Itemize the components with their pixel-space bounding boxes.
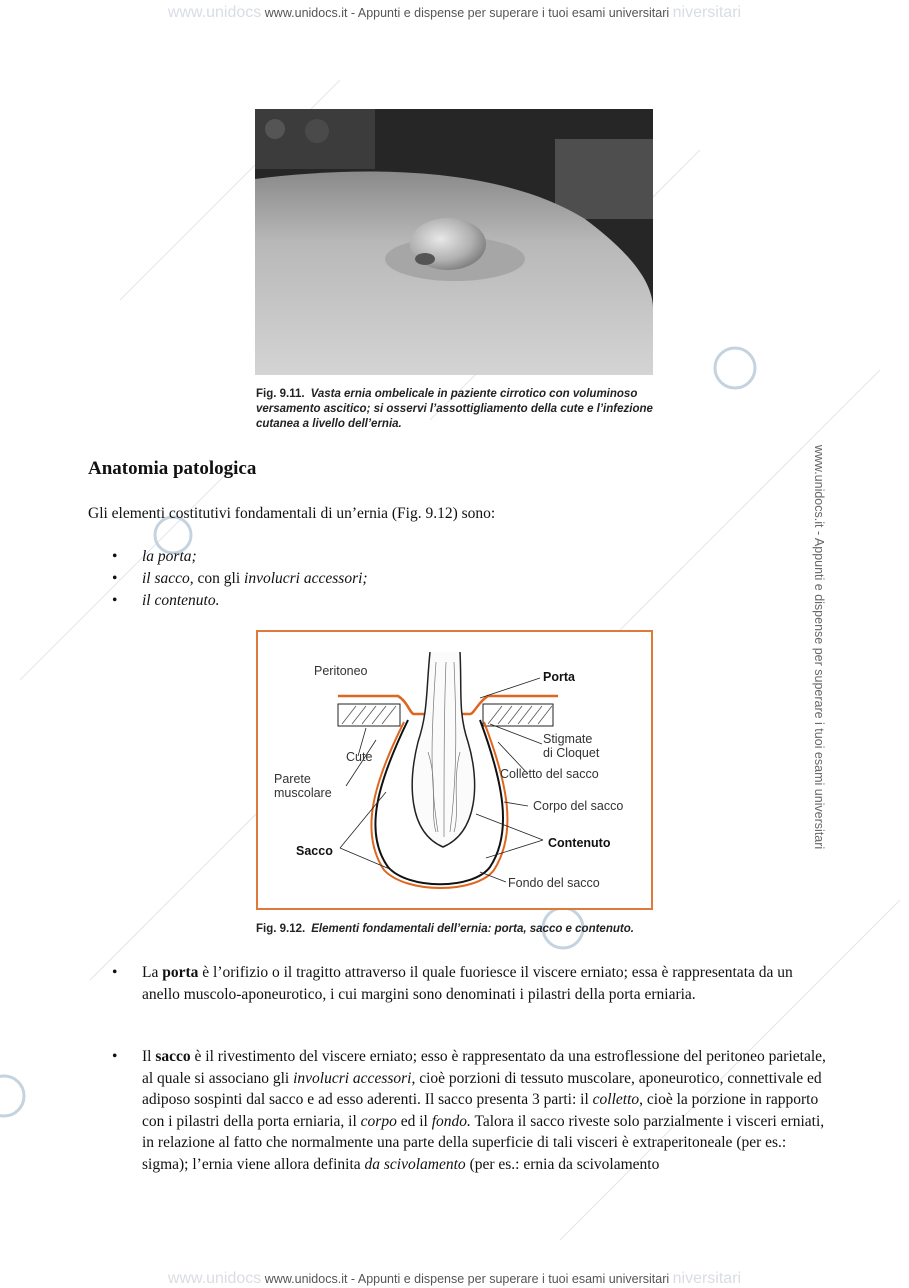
list-item xyxy=(112,568,368,590)
watermark-ghost-right-bottom: niversitari xyxy=(672,1270,742,1287)
watermark-top-text: www.unidocs.it - Appunti e dispense per superare i tuoi esami universitari xyxy=(264,6,670,20)
term-porta: porta xyxy=(162,964,199,981)
label-stigmate: Stigmate di Cloquet xyxy=(543,732,600,760)
italic-term: da scivolamento xyxy=(364,1155,466,1173)
bullet: • xyxy=(112,1048,118,1065)
figure-9-12-caption xyxy=(256,922,666,937)
section-title: Anatomia patologica xyxy=(88,458,257,479)
label-porta: Porta xyxy=(543,670,575,684)
hernia-diagram xyxy=(256,630,653,910)
term-sacco: sacco xyxy=(155,1048,191,1065)
text: è l’orifizio o il tragitto attraverso il quale fuoriesce il viscere erniato; essa è rappresentata da un anello muscolo-aponeurotico, i cui margini sono denominati i pilastri della porta erniaria. xyxy=(142,964,793,1003)
figure-9-12-number: Fig. 9.12. xyxy=(256,923,306,935)
list-item-text: con gli xyxy=(193,570,245,587)
text: , cioè la porzione in rapporto con i pilastri della porta erniaria, il xyxy=(142,1091,819,1130)
text: La xyxy=(142,964,163,981)
italic-term: colletto xyxy=(592,1091,640,1108)
label-colletto: Colletto del sacco xyxy=(500,767,599,781)
paragraph-porta xyxy=(112,962,827,1005)
watermark-right: www.unidocs.it - Appunti e dispense per superare i tuoi esami universitari xyxy=(812,444,827,850)
label-parete: Parete muscolare xyxy=(274,772,332,800)
paragraph-sacco xyxy=(112,1046,827,1175)
list-item xyxy=(112,590,368,612)
text: Talora il sacco riveste solo parzialmente i visceri erniati, in relazione al fatto che normalmente una parte della superficie di tali visceri è extraperitoneale (per es.: sigma); l’ernia viene allora definita xyxy=(142,1112,825,1173)
figure-9-11-caption xyxy=(256,387,656,432)
watermark-bottom-text: www.unidocs.it - Appunti e dispense per superare i tuoi esami universitari xyxy=(264,1272,670,1286)
label-sacco: Sacco xyxy=(296,844,333,858)
label-cute: Cute xyxy=(346,750,373,764)
label-corpo: Corpo del sacco xyxy=(533,799,624,813)
text: Il xyxy=(142,1048,156,1065)
italic-term: corpo xyxy=(360,1112,397,1130)
intro-sentence: Gli elementi costitutivi fondamentali di un’ernia (Fig. 9.12) sono: xyxy=(88,505,496,522)
bullet: • xyxy=(112,964,118,981)
watermark-ghost-right: niversitari xyxy=(672,4,742,21)
figure-9-11-number: Fig. 9.11. xyxy=(256,388,305,400)
hernia-photo xyxy=(255,109,653,375)
text: è il rivestimento del viscere erniato; esso è rappresentato da una estroflessione del peritoneo parietale, al quale si associano gli xyxy=(142,1048,826,1087)
watermark-ghost-left: www.unidocs xyxy=(167,4,262,21)
text: , cioè porzioni di tessuto muscolare, aponeurotico, connettivale ed adiposo sospinti dal sacco e ad esso aderenti. Il sacco presenta 3 parti: il xyxy=(142,1069,822,1108)
label-fondo: Fondo del sacco xyxy=(508,876,600,890)
italic-term: fondo. xyxy=(431,1112,471,1130)
list-item-italic-2: involucri accessori; xyxy=(244,570,368,587)
list-item xyxy=(112,546,368,568)
list-item-italic: il contenuto. xyxy=(142,592,220,609)
figure-9-12-text: Elementi fondamentali dell’ernia: porta, sacco e contenuto. xyxy=(311,923,634,935)
text: (per es.: ernia da scivolamento xyxy=(465,1155,660,1173)
list-item-italic: il sacco, xyxy=(142,570,194,587)
text: ed il xyxy=(396,1112,432,1130)
label-contenuto: Contenuto xyxy=(548,836,611,850)
watermark-ghost-left-bottom: www.unidocs xyxy=(167,1270,262,1287)
figure-9-11-text: Vasta ernia ombelicale in paziente cirrotico con voluminoso versamento ascitico; si osservi l’assottigliamento della cute e l’infezione cutanea a livello dell’ernia. xyxy=(256,388,653,430)
hernia-photo-drawing xyxy=(255,109,653,375)
list-item-italic: la porta; xyxy=(142,548,197,565)
italic-term: involucri accessori xyxy=(293,1069,412,1087)
elements-list xyxy=(112,546,368,612)
label-peritoneo: Peritoneo xyxy=(314,664,368,678)
